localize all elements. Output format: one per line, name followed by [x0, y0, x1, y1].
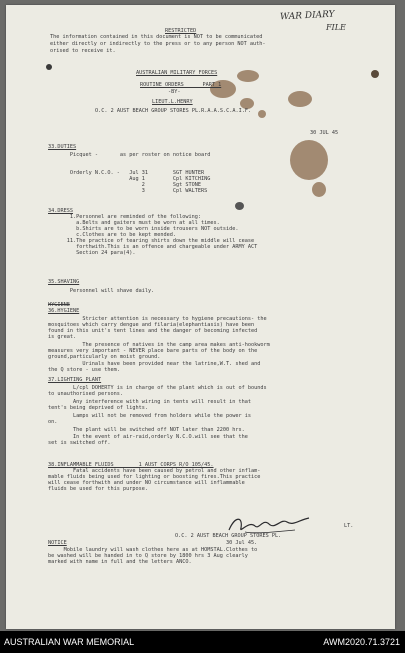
text-line: b.Shirts are to be worn inside trousers NOT outside.	[48, 226, 239, 232]
handwritten-file: FILE	[326, 23, 346, 32]
text-line: ground,particularly on moist ground.	[48, 354, 161, 360]
punch-hole	[371, 70, 379, 78]
warning-line: either directly or indirectly to the press or to any person NOT auth-	[50, 41, 266, 47]
section-heading-struck: HYGIENE	[48, 302, 70, 308]
signature-rank: LT.	[344, 523, 354, 529]
footer-source: AUSTRALIAN WAR MEMORIAL	[4, 637, 135, 647]
text-line: 3 Cpl WALTERS	[48, 188, 208, 194]
text-line: The presence of natives in the camp area makes anti-hookworm	[48, 342, 270, 348]
text-line: 11.The practice of tearing shirts down the middle will cease	[48, 238, 255, 244]
order-date: 30 JUL 45	[310, 130, 339, 136]
text-line: Picquet - as per roster on notice board	[48, 152, 211, 158]
warning-line: orised to receive it.	[50, 48, 116, 54]
text-line: Any interference with wiring in tents will result in that	[48, 399, 252, 405]
text-line: Urinals have been provided near the latrine,W.T. shed and	[48, 361, 261, 367]
text-line: fluids be used for this purpose.	[48, 486, 148, 492]
text-line: 2 Sgt STONE	[48, 182, 202, 188]
punch-hole	[46, 64, 52, 70]
text-line: c.Clothes are to be kept mended.	[48, 232, 177, 238]
text-line: be washed will be handed in to Q store by 1800 hrs 3 Aug clearly	[48, 553, 248, 559]
text-line: The plant will be switched off NOT later than 2200 hrs.	[48, 427, 245, 433]
text-line: L/cpl DOHERTY is in charge of the plant which is out of bounds	[48, 385, 267, 391]
text-line: will cease forthwith and under NO circumstance will inflammable	[48, 480, 245, 486]
section-heading: NOTICE	[48, 540, 67, 546]
text-line: Personnel will shave daily.	[48, 288, 155, 294]
force-heading: AUSTRALIAN MILITARY FORCES	[136, 70, 218, 76]
text-line: is great.	[48, 334, 77, 340]
stain	[288, 91, 312, 107]
section-heading: 33.DUTIES	[48, 144, 77, 150]
text-line: Aug 1 Cpl KITCHING	[48, 176, 211, 182]
text-line: Lamps will not be removed from holders while the power is	[48, 413, 252, 419]
text-line: a.Belts and gaiters must be worn at all times.	[48, 220, 220, 226]
stain	[312, 182, 326, 197]
section-heading: 34.DRESS	[48, 208, 73, 214]
text-line: Orderly N.C.O. - Jul 31 SGT HUNTER	[48, 170, 205, 176]
footer-accession: AWM2020.71.3721	[323, 637, 400, 647]
text-line: mable fluids being used for lighting or boosting fires.This practice	[48, 474, 261, 480]
text-line: Mobile laundry will wash clothes here as at HOMSTAL.Clothes to	[48, 547, 258, 553]
text-line: Stricter attention is necessary to hygiene precautions- the	[48, 316, 267, 322]
text-line: set is switched off.	[48, 440, 111, 446]
punch-hole	[235, 202, 244, 210]
text-line: forthwith.This is an offence and chargeable under ARMY ACT	[48, 244, 258, 250]
text-line: found in this unit's tent lines and the danger of becoming infected	[48, 328, 258, 334]
by-line: -BY-	[168, 89, 181, 95]
section-heading: 38.INFLAMMABLE FLUIDS 1 AUST CORPS R/O 105/45.	[48, 462, 214, 468]
signature-date: 30 Jul 45.	[226, 540, 258, 546]
text-line: 1.Personnel are reminded of the following:	[48, 214, 202, 220]
text-line: mosquitoes which carry dengue and filaria(elephantiasis) have been	[48, 322, 255, 328]
footer-bar	[0, 631, 405, 653]
handwritten-war-diary: WAR DIARY	[279, 9, 335, 23]
text-line: the Q store - use them.	[48, 367, 120, 373]
section-heading: 37.LIGHTING PLANT	[48, 377, 102, 383]
stain	[290, 140, 328, 180]
text-line: Fatal accidents have been caused by petrol and other inflam-	[48, 468, 261, 474]
text-line: on.	[48, 419, 58, 425]
orders-heading: ROUTINE ORDERS PART 1	[140, 82, 222, 88]
text-line: measures very important - NEVER place bare parts of the body on the	[48, 348, 258, 354]
section-heading: 36.HYGIENE	[48, 308, 80, 314]
restricted-label: RESTRICTED	[165, 28, 197, 34]
officer-name: LIEUT.L.HENRY	[152, 99, 193, 105]
stain	[258, 110, 266, 118]
warning-line: The information contained in this document is NOT to be communicated	[50, 34, 263, 40]
signature-unit: O.C. 2 AUST BEACH GROUP STORES PL.	[175, 533, 282, 539]
stain	[237, 70, 259, 82]
unit-line: O.C. 2 AUST BEACH GROUP STORES PL.R.A.A.S.C.A.I.F.	[95, 108, 252, 114]
text-line: Section 24 para(4).	[48, 250, 136, 256]
text-line: marked with name in full and the letters ANCO.	[48, 559, 192, 565]
text-line: In the event of air-raid,orderly N.C.O.will see that the	[48, 434, 248, 440]
text-line: tent's being deprived of lights.	[48, 405, 148, 411]
section-heading: 35.SHAVING	[48, 279, 80, 285]
text-line: to unauthorised persons.	[48, 391, 123, 397]
